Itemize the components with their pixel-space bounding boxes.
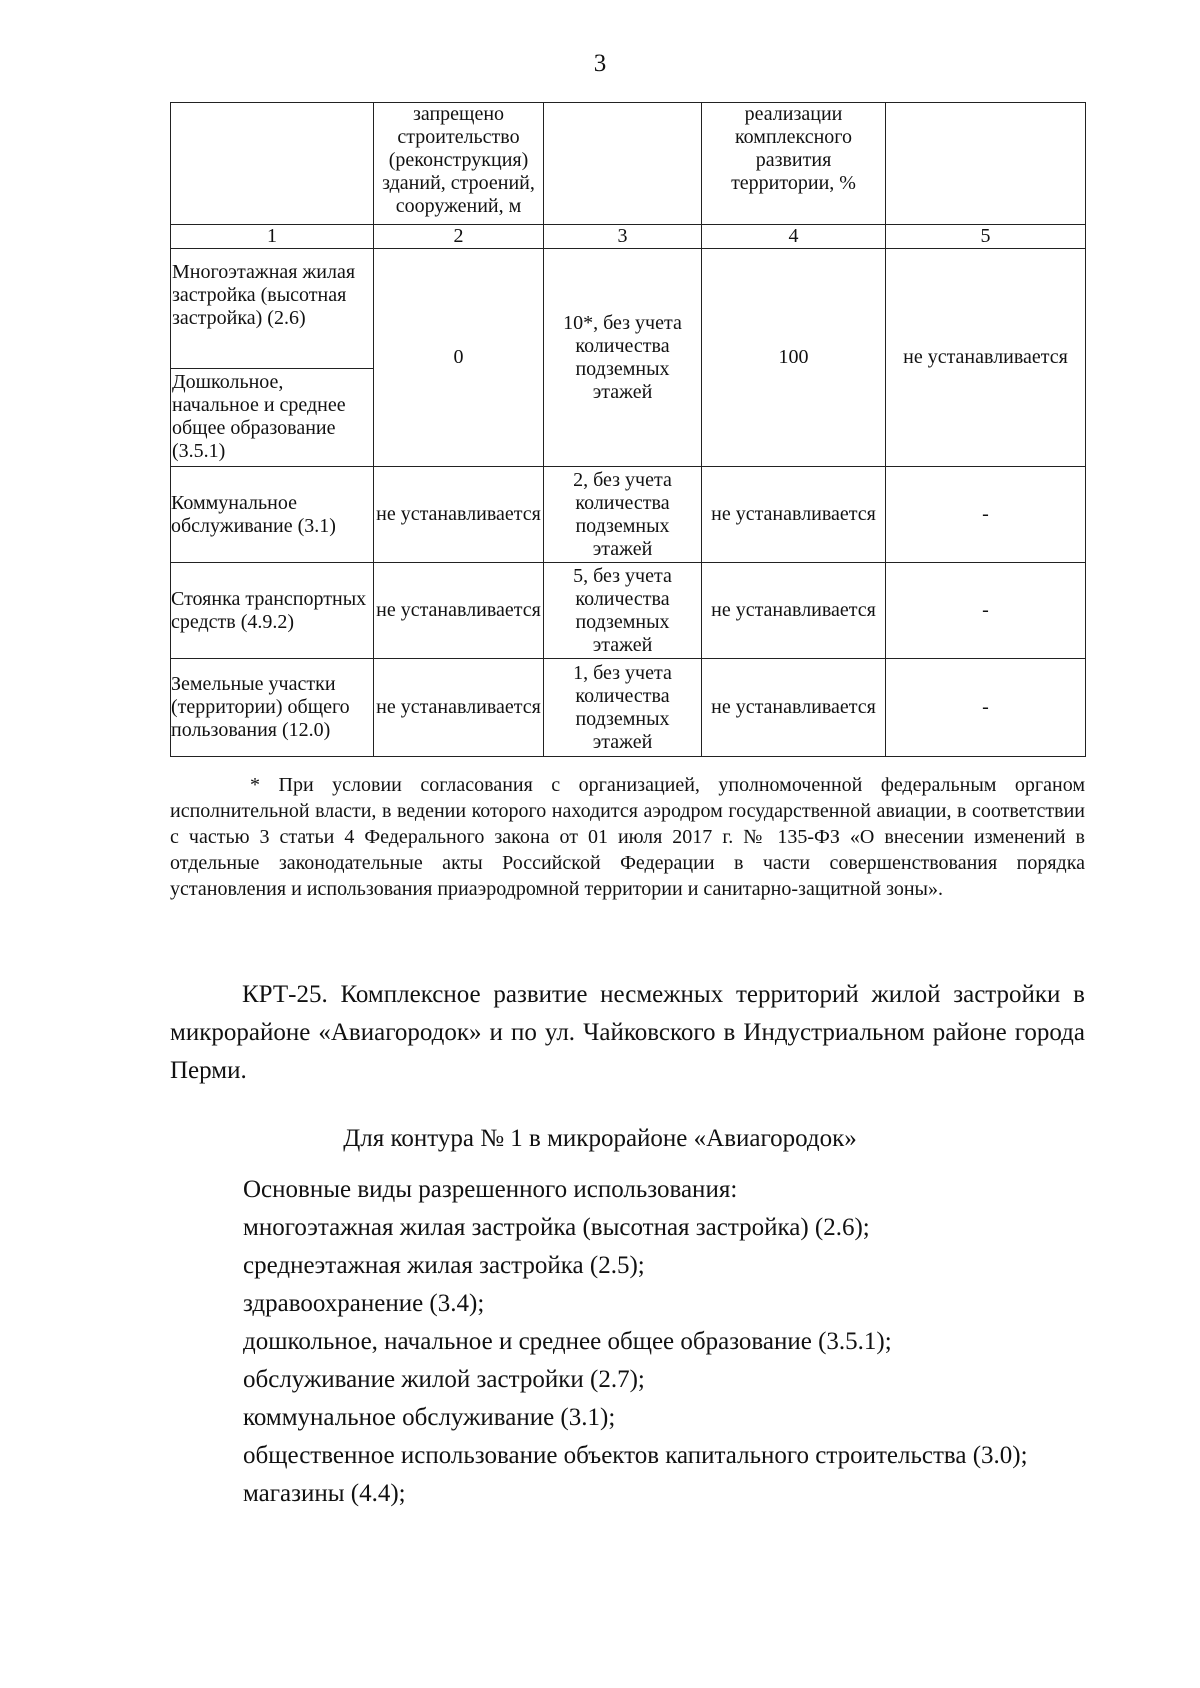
header-cell-4: реализации комплексного развития территории, %	[702, 103, 886, 225]
col5-cell: -	[886, 563, 1086, 659]
column-number-row	[171, 225, 1086, 249]
permitted-uses-list	[170, 1171, 1085, 1513]
list-item: коммунальное обслуживание (3.1);	[243, 1404, 616, 1431]
section-heading-text: КРТ-25. Комплексное развитие несмежных территорий жилой застройки в микрорайоне «Авиагородок» и по ул. Чайковского в Индустриальном районе города Перми.	[170, 981, 1085, 1084]
header-cell-3	[544, 103, 702, 225]
floors-cell: 10*, без учета количества подземных этажей	[544, 249, 702, 467]
table-row	[171, 249, 1086, 467]
column-number: 2	[374, 225, 544, 249]
percent-cell: не устанавливается	[702, 467, 886, 563]
contour-title: Для контура № 1 в микрорайоне «Авиагородок»	[343, 1125, 857, 1152]
setback-cell: не устанавливается	[374, 659, 544, 757]
column-number: 3	[544, 225, 702, 249]
column-number: 4	[702, 225, 886, 249]
table-row	[171, 563, 1086, 659]
col5-cell: -	[886, 467, 1086, 563]
list-item: обслуживание жилой застройки (2.7);	[243, 1366, 645, 1393]
footnote	[170, 772, 1085, 902]
list-item: магазины (4.4);	[243, 1480, 406, 1507]
use-name: Стоянка транспортных средств (4.9.2)	[171, 563, 374, 659]
header-cell-5	[886, 103, 1086, 225]
floors-cell: 2, без учета количества подземных этажей	[544, 467, 702, 563]
floors-cell: 5, без учета количества подземных этажей	[544, 563, 702, 659]
header-cell-1	[171, 103, 374, 225]
list-item: многоэтажная жилая застройка (высотная застройка) (2.6);	[243, 1214, 870, 1241]
col5-cell: не устанавливается	[886, 249, 1086, 467]
floors-cell: 1, без учета количества подземных этажей	[544, 659, 702, 757]
use-name: Дошкольное, начальное и среднее общее образование (3.5.1)	[172, 371, 346, 462]
use-cell-split	[171, 249, 374, 467]
percent-cell: не устанавливается	[702, 659, 886, 757]
table-header-row	[171, 103, 1086, 225]
page-number: 3	[593, 50, 607, 77]
setback-cell: не устанавливается	[374, 563, 544, 659]
use-name: Земельные участки (территории) общего пользования (12.0)	[171, 659, 374, 757]
percent-cell: 100	[702, 249, 886, 467]
use-name: Коммунальное обслуживание (3.1)	[171, 467, 374, 563]
regulations-table	[170, 102, 1085, 757]
list-item: здравоохранение (3.4);	[243, 1290, 485, 1317]
list-item: общественное использование объектов капитального строительства (3.0);	[243, 1442, 1028, 1469]
list-item: дошкольное, начальное и среднее общее образование (3.5.1);	[243, 1328, 892, 1355]
column-number: 5	[886, 225, 1086, 249]
list-item: среднеэтажная жилая застройка (2.5);	[243, 1252, 645, 1279]
column-number: 1	[171, 225, 374, 249]
footnote-text: * При условии согласования с организацией, уполномоченной федеральным органом исполнительной власти, в ведении которого находится аэродром государственной авиации, в соответствии с частью 3 статьи 4 Федерального закона от 01 июля 2017 г. № 135-ФЗ «О внесении изменений в отдельные законодательные акты Российской Федерации в части совершенствования порядка установления и использования приаэродромной территории и санитарно-защитной зоны».	[170, 774, 1085, 900]
section-heading	[170, 976, 1085, 1090]
setback-cell: не устанавливается	[374, 467, 544, 563]
percent-cell: не устанавливается	[702, 563, 886, 659]
table-row	[171, 659, 1086, 757]
use-name: Многоэтажная жилая застройка (высотная застройка) (2.6)	[171, 249, 373, 369]
uses-title: Основные виды разрешенного использования:	[243, 1176, 738, 1203]
col5-cell: -	[886, 659, 1086, 757]
header-cell-2: запрещено строительство (реконструкция) зданий, строений, сооружений, м	[374, 103, 544, 225]
setback-cell: 0	[374, 249, 544, 467]
table-row	[171, 467, 1086, 563]
